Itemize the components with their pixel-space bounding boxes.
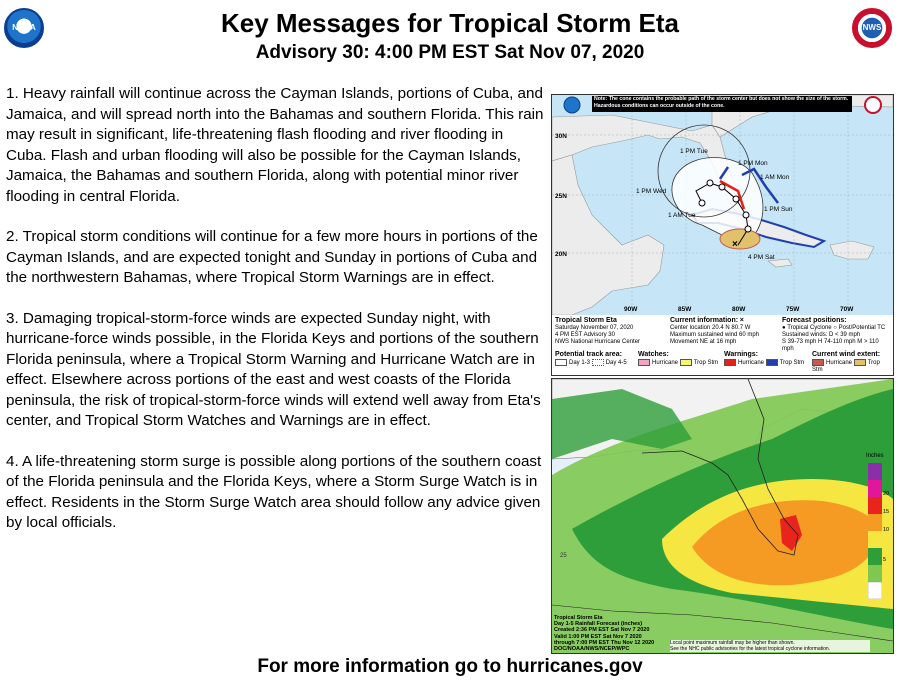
legend-wind-hurricane: Hurricane — [826, 360, 853, 367]
legend-forecast-tc: Tropical Cyclone — [787, 325, 832, 331]
lon-85w: 85W — [678, 306, 692, 313]
key-message-2: 2. Tropical storm conditions will continue for a few more hours in portions of the Cayman Islands, and are expected tonight and Sunday in portions of Cuba and the northwestern Bahamas, where Tropical Storm Warnings are in effect. — [6, 228, 538, 286]
legend-warning-hurricane: Hurricane — [738, 360, 765, 367]
label-1pm-sun: 1 PM Sun — [764, 206, 793, 213]
lat-25n: 25N — [555, 193, 567, 200]
legend-track-day45: Day 4-5 — [605, 360, 627, 367]
legend-track-area — [555, 351, 635, 367]
legend-forecast-h: H 74-110 mph — [818, 339, 856, 345]
cone-map — [552, 95, 893, 315]
legend-forecast-positions: Forecast positions: ● Tropical Cyclone ○ Post/Potential TC Sustained winds: D < 39 mph S 39-73 mph H 74-110 mph M > 110 mph — [782, 317, 886, 352]
key-message-4: 4. A life-threatening storm surge is possible along portions of the southern coast of the Florida peninsula and the Florida Keys, where a Storm Surge Watch is in effect. Residents in the Storm Surge Watch area should follow any advice given by local officials. — [6, 452, 542, 531]
legend-track-area-title: Potential track area: — [555, 351, 622, 358]
rain-note1: Local point maximum rainfall may be higher than shown. — [670, 640, 795, 646]
legend-wind-trop: Trop Stm — [812, 360, 880, 374]
scale-tick-5: 5 — [883, 557, 887, 563]
legend-storm-center: NWS National Hurricane Center — [555, 339, 641, 345]
legend-watch-hurricane: Hurricane — [652, 360, 679, 367]
legend-storm-info — [555, 317, 667, 346]
rain-color-scale — [868, 463, 882, 599]
scale-white — [868, 582, 882, 599]
scale-magenta — [868, 480, 882, 497]
label-1pm-wed: 1 PM Wed — [636, 188, 667, 195]
lon-70w: 70W — [840, 306, 854, 313]
rainfall-forecast-graphic — [551, 378, 894, 654]
legend-current-mark: × — [739, 317, 744, 324]
legend-current-location: Center location 20.4 N 80.7 W — [670, 325, 751, 331]
scale-light-green — [868, 565, 882, 582]
rain-line3: Valid 1:00 PM EST Sat Nov 7 2020 — [554, 633, 642, 640]
scale-tick-10: 10 — [883, 527, 890, 533]
legend-current-info — [670, 317, 782, 346]
scale-yellow — [868, 531, 882, 548]
rain-info-block — [554, 615, 664, 652]
legend-watch-trop: Trop Stm — [693, 360, 719, 367]
advisory-subtitle: Advisory 30: 4:00 PM EST Sat Nov 07, 2020 — [255, 42, 645, 63]
lon-80w: 80W — [732, 306, 746, 313]
legend-current-movement: Movement NE at 16 mph — [670, 339, 737, 345]
cone-note: Note: The cone contains the probable path of the storm center but does not show the size of the storm. Hazardous conditions can occur outside of the cone. — [594, 96, 849, 109]
legend-forecast-s: S 39-73 mph — [782, 339, 817, 345]
label-1am-mon: 1 AM Mon — [760, 174, 790, 181]
legend-track-day13: Day 1-3 — [569, 360, 591, 367]
legend-wind-extent — [812, 351, 892, 374]
label-1pm-mon: 1 PM Mon — [738, 160, 768, 167]
legend-storm-advisory: 4 PM EST Advisory 30 — [555, 332, 615, 338]
rain-line1: Day 1-5 Rainfall Forecast (inches) — [554, 621, 643, 628]
legend-wind-title: Current wind extent: — [812, 351, 881, 358]
rain-note2: See the NHC public advisories for the latest tropical cyclone information. — [670, 646, 831, 652]
scale-purple — [868, 463, 882, 480]
scale-green — [868, 548, 882, 565]
rain-line2: Created 2:36 PM EST Sat Nov 7 2020 — [554, 627, 650, 634]
legend-storm-title: Tropical Storm Eta — [555, 317, 617, 324]
legend-forecast-sustained: Sustained winds: — [782, 332, 828, 338]
lon-75w: 75W — [786, 306, 800, 313]
noaa-logo-text: NOAA — [12, 23, 36, 32]
rain-note — [670, 640, 870, 652]
legend-watches-title: Watches: — [638, 351, 669, 358]
rain-line5: DOC/NOAA/NWS/NCEP/WPC — [554, 646, 630, 653]
cone-noaa-logo — [564, 97, 580, 113]
legend-watches — [638, 351, 722, 367]
key-message-3: 3. Damaging tropical-storm-force winds are expected Sunday night, with hurricane-force winds possible, in the Florida Keys and portions of the southern Florida peninsula, where a Tropical Storm Warning and Hurricane Watch are in effect. Elsewhere across portions of the east and west coasts of the Florida peninsula, the risk of tropical-storm-force winds will extend well away from Eta's center, and Tropical Storm Watches and Warnings are in effect. — [6, 309, 541, 429]
key-message-1: 1. Heavy rainfall will continue across the Cayman Islands, portions of Cuba, and Jamaica, and will spread north into the Bahamas and southern Florida. This rain may result in significant, life-threatening flash flooding and river flooding in Cuba. Flash and urban flooding will also be possible for the Cayman Islands, Jamaica, the Bahamas and southern Florida, along with potential minor river flooding in central Florida. — [6, 85, 544, 205]
wind-extent — [720, 229, 760, 249]
label-1pm-tue: 1 PM Tue — [680, 148, 708, 155]
page-title: Key Messages for Tropical Storm Eta — [220, 8, 680, 38]
lon-90w: 90W — [624, 306, 638, 313]
scale-tick-15: 15 — [883, 509, 890, 515]
legend-current-wind: Maximum sustained wind 60 mph — [670, 332, 760, 338]
cone-legend — [552, 315, 893, 375]
legend-forecast-m: M > 110 mph — [782, 339, 879, 352]
scale-orange — [868, 514, 882, 531]
legend-warnings — [724, 351, 810, 367]
lat-30n: 30N — [555, 133, 567, 140]
nws-logo-text: NWS — [862, 23, 882, 32]
legend-forecast-post: Post/Potential TC — [838, 325, 886, 331]
legend-current-title: Current information: — [670, 317, 739, 324]
rain-line4: through 7:00 PM EST Thu Nov 12 2020 — [554, 639, 655, 646]
forecast-cone-graphic — [551, 94, 894, 376]
key-messages — [6, 84, 546, 554]
legend-forecast-title: Forecast positions: — [782, 317, 847, 324]
legend-warnings-title: Warnings: — [724, 351, 758, 358]
legend-forecast-d: D < 39 mph — [829, 332, 861, 338]
lat-20n: 20N — [555, 251, 567, 258]
rainfall-map — [552, 379, 893, 653]
rain-scale-title: Inches — [866, 453, 884, 459]
cone-nhc-logo — [865, 97, 881, 113]
legend-warning-trop: Trop Stm — [779, 360, 805, 367]
rain-title: Tropical Storm Eta — [554, 615, 603, 621]
rain-lat-25: 25 — [560, 553, 567, 559]
legend-storm-date: Saturday November 07, 2020 — [555, 325, 634, 331]
scale-red — [868, 497, 882, 514]
label-4pm-sat: 4 PM Sat — [748, 254, 775, 261]
label-1am-tue: 1 AM Tue — [668, 212, 696, 219]
footer-link-text: For more information go to hurricanes.gov — [257, 656, 643, 677]
current-position-mark: × — [732, 239, 738, 250]
scale-tick-20: 20 — [883, 491, 890, 497]
